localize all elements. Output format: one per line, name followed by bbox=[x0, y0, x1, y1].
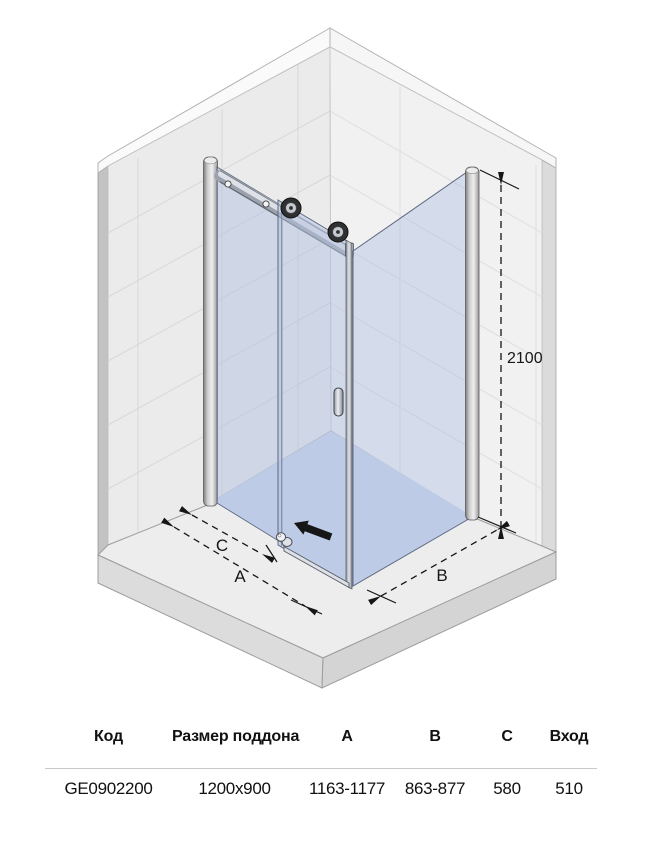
header-b: B bbox=[429, 728, 441, 745]
header-code: Код bbox=[94, 728, 123, 745]
right-wall-profile bbox=[466, 167, 480, 520]
value-c: 580 bbox=[493, 779, 521, 798]
door-roller bbox=[281, 198, 301, 218]
height-dimension-label: 2100 bbox=[507, 350, 543, 367]
left-wall-cut-face bbox=[98, 166, 108, 555]
door-handle bbox=[334, 388, 343, 416]
spec-table bbox=[45, 726, 597, 800]
door-edge-strip bbox=[346, 240, 352, 589]
fixed-glass-panel bbox=[217, 167, 282, 543]
table-separator bbox=[45, 768, 597, 769]
b-dimension-label: B bbox=[436, 566, 448, 585]
rail-screw bbox=[263, 201, 269, 207]
value-code: GE0902200 bbox=[64, 779, 153, 798]
a-dimension-label: A bbox=[234, 567, 246, 586]
value-b: 863-877 bbox=[404, 779, 466, 798]
value-a: 1163-1177 bbox=[308, 779, 386, 798]
spec-table-header-row bbox=[45, 726, 597, 748]
header-tray-size: Размер поддона bbox=[172, 728, 300, 745]
left-wall-profile bbox=[204, 157, 218, 506]
rail-screw bbox=[225, 181, 231, 187]
header-entry: Вход bbox=[549, 728, 589, 745]
c-dimension-label: C bbox=[215, 536, 229, 555]
value-tray-size: 1200x900 bbox=[198, 779, 271, 798]
header-a: A bbox=[341, 728, 353, 745]
header-c: C bbox=[501, 728, 513, 745]
right-profile-cap bbox=[466, 167, 478, 173]
door-roller bbox=[328, 222, 348, 242]
right-wall-cut-face bbox=[542, 160, 556, 552]
spec-table-data-row bbox=[45, 778, 597, 800]
left-profile-cap bbox=[204, 157, 216, 164]
value-entry: 510 bbox=[555, 779, 583, 798]
